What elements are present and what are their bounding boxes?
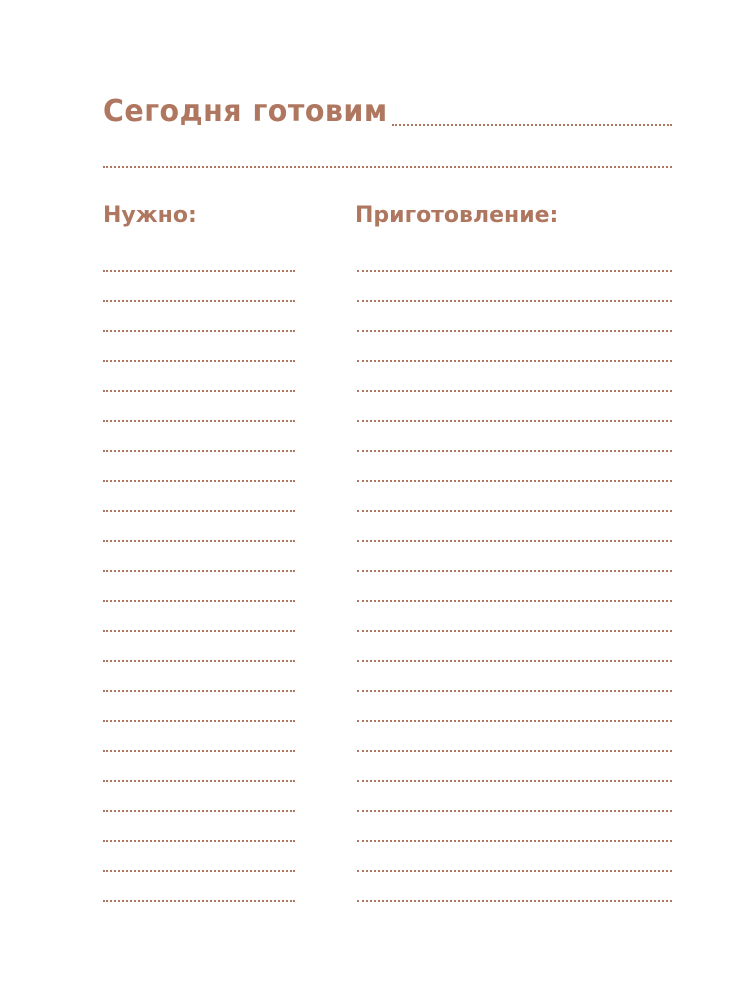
ingredient-line[interactable] [103, 780, 295, 782]
ingredient-line[interactable] [103, 300, 295, 302]
ingredient-line[interactable] [103, 900, 295, 902]
preparation-line[interactable] [357, 600, 672, 602]
preparation-line[interactable] [357, 780, 672, 782]
ingredient-line[interactable] [103, 480, 295, 482]
ingredient-line[interactable] [103, 270, 295, 272]
ingredient-line[interactable] [103, 660, 295, 662]
preparation-line[interactable] [357, 870, 672, 872]
preparation-line[interactable] [357, 450, 672, 452]
ingredient-line[interactable] [103, 750, 295, 752]
ingredient-line[interactable] [103, 870, 295, 872]
preparation-line[interactable] [357, 840, 672, 842]
preparation-line[interactable] [357, 540, 672, 542]
preparation-heading: Приготовление: [355, 203, 559, 228]
preparation-line[interactable] [357, 390, 672, 392]
ingredient-line[interactable] [103, 540, 295, 542]
preparation-line[interactable] [357, 810, 672, 812]
ingredient-line[interactable] [103, 510, 295, 512]
ingredients-heading: Нужно: [103, 203, 197, 228]
preparation-line[interactable] [357, 480, 672, 482]
ingredient-line[interactable] [103, 330, 295, 332]
ingredient-line[interactable] [103, 420, 295, 422]
preparation-line[interactable] [357, 360, 672, 362]
ingredient-line[interactable] [103, 690, 295, 692]
ingredient-line[interactable] [103, 390, 295, 392]
preparation-line[interactable] [357, 630, 672, 632]
preparation-line[interactable] [357, 570, 672, 572]
preparation-line[interactable] [357, 300, 672, 302]
title-fill-line[interactable] [392, 124, 672, 126]
preparation-line[interactable] [357, 510, 672, 512]
preparation-line[interactable] [357, 720, 672, 722]
preparation-line[interactable] [357, 270, 672, 272]
ingredient-line[interactable] [103, 600, 295, 602]
ingredient-line[interactable] [103, 570, 295, 572]
ingredient-line[interactable] [103, 720, 295, 722]
ingredient-line[interactable] [103, 810, 295, 812]
preparation-line[interactable] [357, 420, 672, 422]
preparation-line[interactable] [357, 660, 672, 662]
ingredient-line[interactable] [103, 360, 295, 362]
title-second-fill-line[interactable] [103, 166, 672, 168]
ingredient-line[interactable] [103, 630, 295, 632]
preparation-line[interactable] [357, 690, 672, 692]
preparation-line[interactable] [357, 750, 672, 752]
ingredient-line[interactable] [103, 840, 295, 842]
ingredient-line[interactable] [103, 450, 295, 452]
preparation-line[interactable] [357, 330, 672, 332]
page-title: Сегодня готовим [103, 94, 388, 129]
preparation-line[interactable] [357, 900, 672, 902]
